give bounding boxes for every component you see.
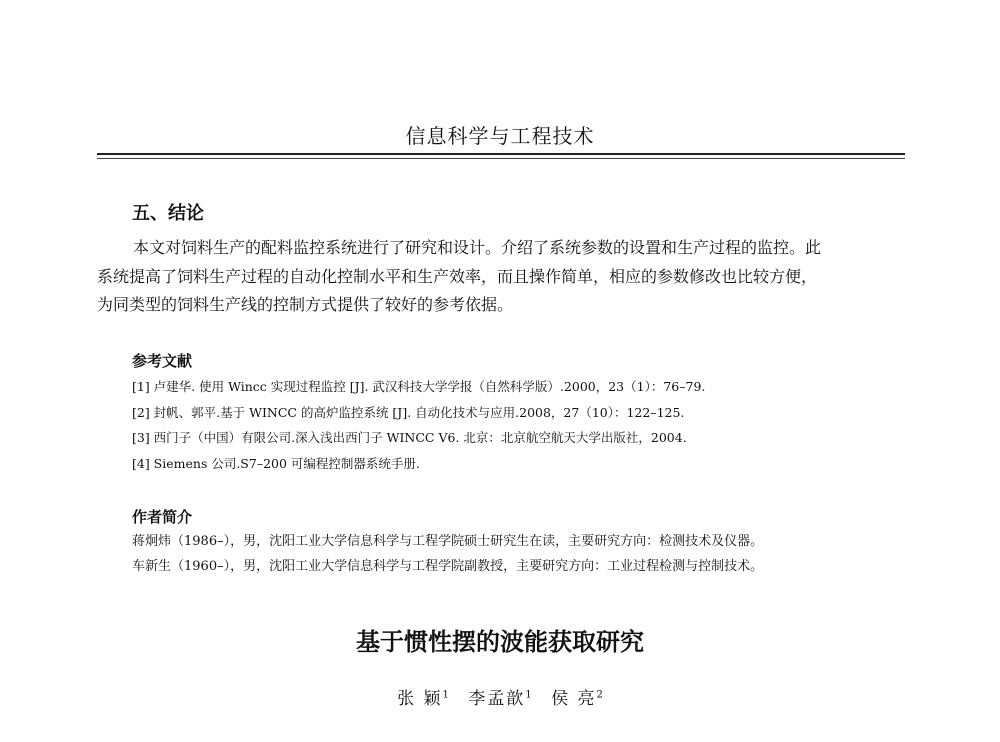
author-affiliation: 1 xyxy=(442,689,449,701)
next-article-title: 基于惯性摆的波能获取研究 xyxy=(356,628,644,656)
author-name: 侯 亮 xyxy=(551,689,597,709)
author-affiliation: 1 xyxy=(525,689,532,701)
reference-item: [4] Siemens 公司.S7–200 可编程控制器系统手册. xyxy=(132,455,420,471)
conclusion-heading: 五、结论 xyxy=(132,203,204,224)
reference-item: [3] 西门子（中国）有限公司.深入浅出西门子 WINCC V6. 北京：北京航空航天大学出版社，2004. xyxy=(132,430,687,445)
reference-item: [1] 卢建华. 使用 Wincc 实现过程监控 [J]. 武汉科技大学学报（自然科学版）.2000，23（1）：76–79. xyxy=(132,379,706,394)
conclusion-paragraph xyxy=(97,234,905,320)
author-affiliation: 2 xyxy=(596,689,603,701)
reference-item: [2] 封帆、郭平.基于 WINCC 的高炉监控系统 [J]. 自动化技术与应用.2008，27（10）：122–125. xyxy=(132,404,685,420)
references-list xyxy=(132,374,705,476)
running-header-title: 信息科学与工程技术 xyxy=(405,124,595,148)
byline-author xyxy=(468,689,531,709)
author-name: 李孟歆 xyxy=(468,689,526,709)
next-article-byline xyxy=(0,684,1000,709)
conclusion-line: 本文对饲料生产的配料监控系统进行了研究和设计。介绍了系统参数的设置和生产过程的监控。此 xyxy=(133,238,822,257)
conclusion-line: 系统提高了饲料生产过程的自动化控制水平和生产效率，而且操作简单，相应的参数修改也比较方便， xyxy=(97,266,818,286)
authors-intro-list xyxy=(132,529,763,579)
byline-author xyxy=(397,689,449,709)
author-bio: 蒋炯炜（1986–），男，沈阳工业大学信息科学与工程学院硕士研究生在读，主要研究方向：检测技术及仪器。 xyxy=(132,534,764,549)
header-rule-thin xyxy=(97,158,905,159)
conclusion-line: 为同类型的饲料生产线的控制方式提供了较好的参考依据。 xyxy=(97,295,514,314)
references-heading: 参考文献 xyxy=(132,352,193,370)
header-rule-thick xyxy=(97,153,905,155)
byline-author xyxy=(551,689,603,709)
author-name: 张 颖 xyxy=(397,689,443,709)
authors-intro-heading: 作者简介 xyxy=(132,508,193,526)
author-bio: 车新生（1960–），男，沈阳工业大学信息科学与工程学院副教授，主要研究方向：工业过程检测与控制技术。 xyxy=(132,559,764,574)
